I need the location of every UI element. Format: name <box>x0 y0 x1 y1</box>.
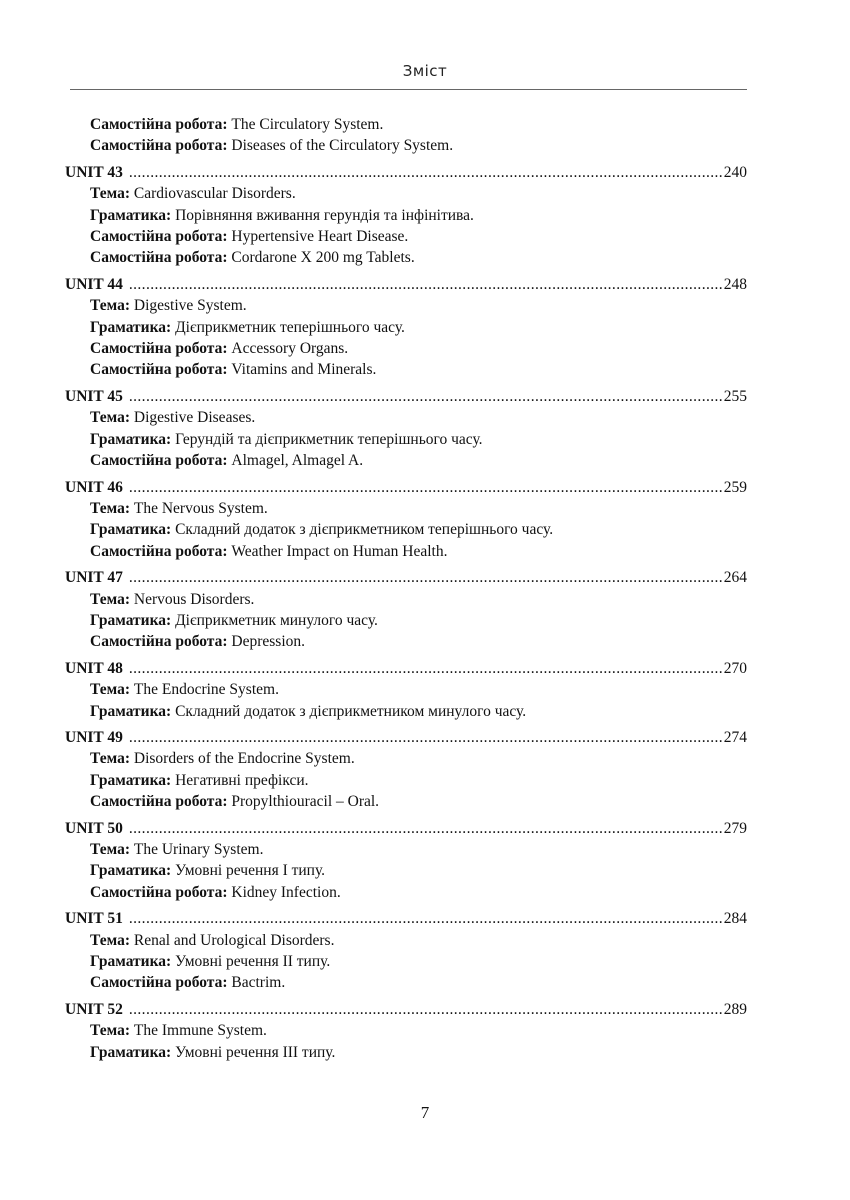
unit-group <box>65 567 747 653</box>
unit-entry[interactable] <box>65 567 747 588</box>
toc-item <box>65 839 747 860</box>
item-label: Тема: <box>90 1022 130 1040</box>
unit-page-number: 279 <box>723 819 747 837</box>
toc-item <box>65 317 747 338</box>
toc-item <box>65 338 747 359</box>
toc-item <box>65 114 747 135</box>
unit-group <box>65 818 747 904</box>
toc-item <box>65 183 747 204</box>
unit-title: UNIT 44 <box>65 275 123 293</box>
unit-page-number: 264 <box>723 569 747 587</box>
toc-item <box>65 791 747 812</box>
item-text: The Urinary System. <box>133 841 264 858</box>
item-text: Cordarone X 200 mg Tablets. <box>231 249 415 267</box>
unit-page-number: 248 <box>723 275 747 293</box>
toc-item <box>65 589 747 610</box>
unit-group <box>65 999 747 1063</box>
unit-page-number: 270 <box>723 659 747 677</box>
unit-page-number: 255 <box>723 387 747 405</box>
unit-title: UNIT 43 <box>65 163 123 181</box>
toc-item <box>65 860 747 881</box>
header-divider <box>70 89 747 90</box>
unit-title: UNIT 50 <box>65 819 123 837</box>
item-text: Складний додаток з дієприкметником минулого часу. <box>175 702 527 720</box>
unit-page-number: 259 <box>723 478 747 496</box>
item-label: Граматика: <box>90 206 172 224</box>
unit-entry[interactable] <box>65 727 747 748</box>
item-label: Граматика: <box>90 862 172 880</box>
dot-leader <box>129 567 723 588</box>
item-label: Самостійна робота: <box>90 249 228 267</box>
item-text: Cardiovascular Disorders. <box>133 185 296 203</box>
dot-leader <box>129 999 723 1020</box>
item-label: Самостійна робота: <box>90 542 228 560</box>
item-text: Bactrim. <box>231 974 286 992</box>
toc-item <box>65 407 747 428</box>
toc-item <box>65 882 747 903</box>
item-text: Негативні префікси. <box>175 771 309 789</box>
item-label: Самостійна робота: <box>90 452 228 470</box>
unit-entry[interactable] <box>65 818 747 839</box>
item-text: Propylthiouracil – Oral. <box>231 793 380 811</box>
item-text: Складний додаток з дієприкметником теперішнього часу. <box>175 521 554 539</box>
unit-page-number: 274 <box>723 728 747 746</box>
item-text: Depression. <box>231 633 306 651</box>
item-text: Vitamins and Minerals. <box>231 361 377 379</box>
toc-item <box>65 429 747 450</box>
item-label: Граматика: <box>90 318 172 336</box>
item-label: Граматика: <box>90 771 172 789</box>
item-text: Accessory Organs. <box>231 340 349 358</box>
item-text: The Endocrine System. <box>133 681 279 699</box>
toc-item <box>65 450 747 471</box>
unit-entry[interactable] <box>65 658 747 679</box>
toc-item <box>65 1020 747 1041</box>
item-label: Тема: <box>90 185 130 203</box>
unit-group <box>65 658 747 722</box>
toc-item <box>65 498 747 519</box>
toc-item <box>65 247 747 268</box>
toc-item <box>65 631 747 652</box>
unit-entry[interactable] <box>65 908 747 929</box>
unit-page-number: 284 <box>723 910 747 928</box>
item-text: Hypertensive Heart Disease. <box>231 228 409 246</box>
item-label: Тема: <box>90 750 130 768</box>
item-label: Тема: <box>90 931 130 949</box>
item-label: Граматика: <box>90 953 172 971</box>
unit-page-number: 240 <box>723 163 747 181</box>
dot-leader <box>129 818 723 839</box>
item-text: Герундій та дієприкметник теперішнього часу. <box>175 430 483 448</box>
item-label: Тема: <box>90 409 130 427</box>
item-text: Digestive System. <box>133 297 247 315</box>
unit-entry[interactable] <box>65 274 747 295</box>
unit-entry[interactable] <box>65 386 747 407</box>
toc-item <box>65 295 747 316</box>
item-text: Умовні речення ІІ типу. <box>175 953 331 971</box>
unit-title: UNIT 45 <box>65 387 123 405</box>
unit-title: UNIT 46 <box>65 478 123 496</box>
item-text: Дієприкметник теперішнього часу. <box>175 318 405 336</box>
toc-item <box>65 610 747 631</box>
unit-group <box>65 477 747 563</box>
page-header <box>0 62 850 81</box>
unit-group <box>65 162 747 269</box>
item-text: Порівняння вживання герундія та інфінітива. <box>175 206 474 224</box>
item-text: Дієприкметник минулого часу. <box>175 611 378 629</box>
item-label: Граматика: <box>90 611 172 629</box>
item-label: Тема: <box>90 499 130 517</box>
item-text: Kidney Infection. <box>231 883 341 901</box>
page-number: 7 <box>420 1103 430 1122</box>
item-label: Самостійна робота: <box>90 361 228 379</box>
toc-item <box>65 226 747 247</box>
dot-leader <box>129 727 723 748</box>
toc-item <box>65 930 747 951</box>
item-label: Тема: <box>90 590 130 608</box>
toc-item <box>65 701 747 722</box>
unit-group <box>65 274 747 381</box>
item-label: Граматика: <box>90 702 172 720</box>
item-label: Самостійна робота: <box>90 974 228 992</box>
toc-item <box>65 951 747 972</box>
unit-group <box>65 908 747 994</box>
dot-leader <box>129 386 723 407</box>
item-text: Умовні речення І типу. <box>175 862 326 880</box>
unit-entry[interactable] <box>65 477 747 498</box>
item-label: Тема: <box>90 841 130 858</box>
unit-title: UNIT 52 <box>65 1000 123 1018</box>
unit-page-number: 289 <box>723 1000 747 1018</box>
item-label: Граматика: <box>90 1043 172 1061</box>
item-text: Renal and Urological Disorders. <box>133 931 335 949</box>
toc-item <box>65 359 747 380</box>
item-label: Граматика: <box>90 521 172 539</box>
unit-title: UNIT 51 <box>65 910 123 928</box>
item-text: The Circulatory System. <box>231 116 384 133</box>
toc-item <box>65 1042 747 1063</box>
unit-group <box>65 386 747 472</box>
dot-leader <box>129 162 723 183</box>
item-text: Digestive Diseases. <box>133 409 256 427</box>
dot-leader <box>129 658 723 679</box>
unit-entry[interactable] <box>65 999 747 1020</box>
toc-item <box>65 748 747 769</box>
unit-entry[interactable] <box>65 162 747 183</box>
unit-group <box>65 727 747 813</box>
item-label: Самостійна робота: <box>90 228 228 246</box>
item-text: Diseases of the Circulatory System. <box>231 137 454 155</box>
item-label: Самостійна робота: <box>90 883 228 901</box>
item-label: Граматика: <box>90 430 172 448</box>
item-label: Самостійна робота: <box>90 793 228 811</box>
unit-title: UNIT 49 <box>65 728 123 746</box>
toc-item <box>65 135 747 156</box>
item-label: Самостійна робота: <box>90 340 228 358</box>
unit-title: UNIT 48 <box>65 659 123 677</box>
item-text: Almagel, Almagel A. <box>231 452 364 470</box>
toc-item <box>65 679 747 700</box>
continuation-group <box>65 114 747 157</box>
item-text: Nervous Disorders. <box>133 590 255 608</box>
item-text: The Nervous System. <box>133 499 268 517</box>
item-text: Disorders of the Endocrine System. <box>133 750 355 768</box>
toc-item <box>65 205 747 226</box>
item-label: Тема: <box>90 297 130 315</box>
unit-title: UNIT 47 <box>65 569 123 587</box>
toc-item <box>65 541 747 562</box>
item-label: Самостійна робота: <box>90 116 228 133</box>
item-text: Weather Impact on Human Health. <box>231 542 448 560</box>
item-text: The Immune System. <box>133 1022 267 1040</box>
dot-leader <box>129 274 723 295</box>
item-label: Самостійна робота: <box>90 633 228 651</box>
toc-item <box>65 972 747 993</box>
header-title: Зміст <box>402 62 448 80</box>
dot-leader <box>129 908 723 929</box>
item-label: Самостійна робота: <box>90 137 228 155</box>
dot-leader <box>129 477 723 498</box>
toc-item <box>65 770 747 791</box>
table-of-contents <box>65 114 747 1068</box>
item-text: Умовні речення ІІІ типу. <box>175 1043 336 1061</box>
item-label: Тема: <box>90 681 130 699</box>
toc-item <box>65 519 747 540</box>
